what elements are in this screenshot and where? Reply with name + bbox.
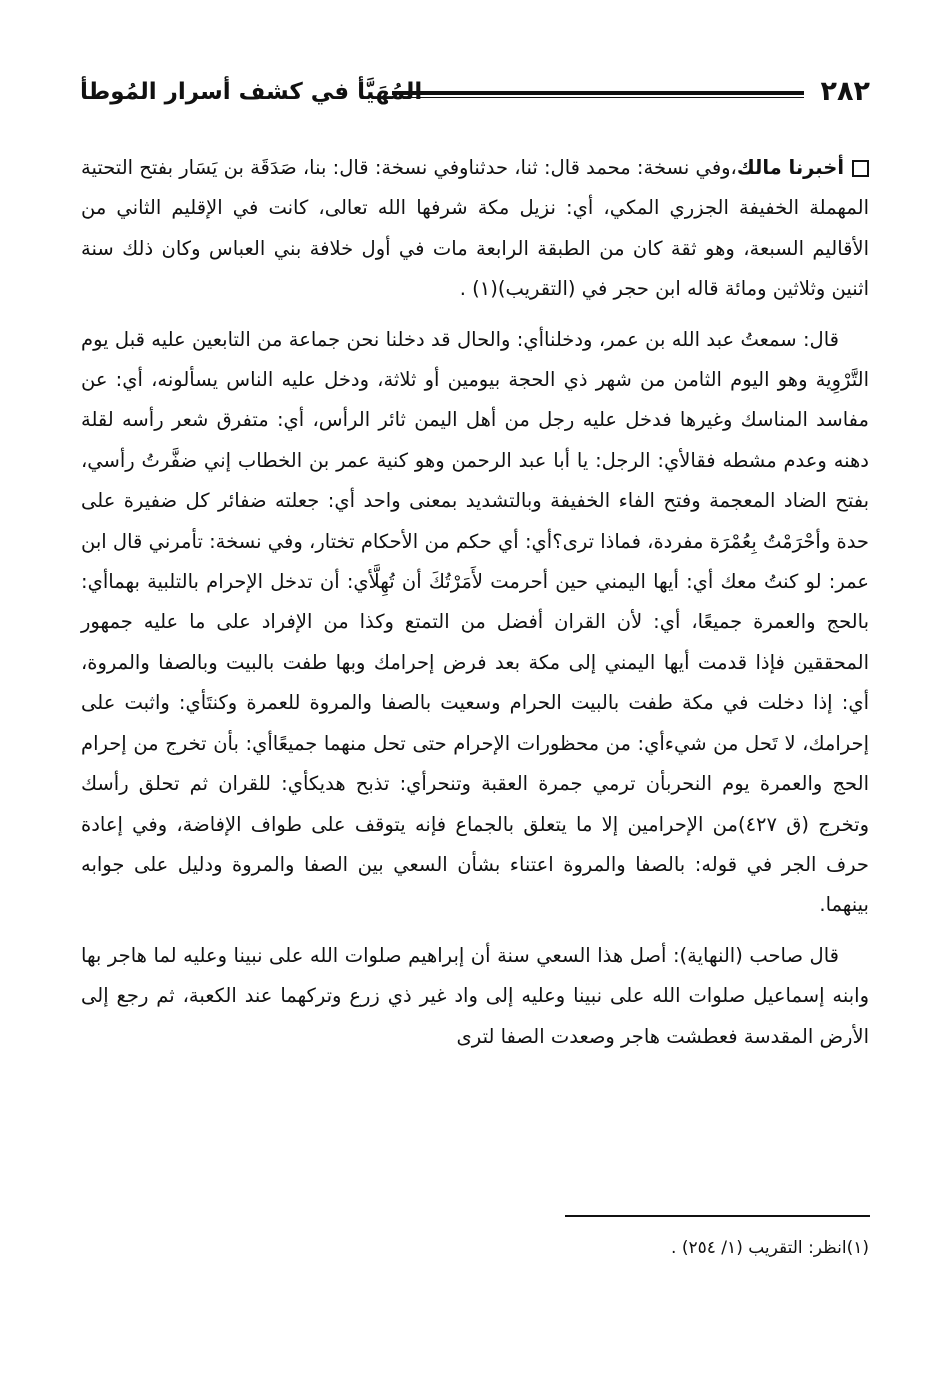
paragraph-3: قال صاحب (النهاية): أصل هذا السعي سنة أن إبراهيم صلوات الله على نبينا وعليه لما هاجر بها وابنه إسماعيل صلوات الله على نبينا وعليه إلى واد غير ذي زرع وتركهما عند الكعبة، ثم رجع إلى الأرض المقدسة فعطشت هاجر وصعدت الصفا لترى	[81, 943, 869, 1048]
page-header	[80, 74, 870, 114]
running-title: المُهَيَّأ في كشف أسرار المُوطأ	[80, 79, 423, 105]
paragraph-2: قال: سمعتُ عبد الله بن عمر، ودخلناأي: والحال قد دخلنا نحن جماعة من التابعين عليه قبل يوم التَّرْوِية وهو اليوم الثامن من شهر ذي الحجة بيومين أو ثلاثة، ودخل عليه الناس يسألونه، أي: عن مفاسد المناسك وغيرها فدخل عليه رجل من أهل اليمن ثائر الرأس، أي: متفرق شعر رأسه لقلة دهنه وعدم مشطه فقالأي: الرجل: يا أبا عبد الرحمن وهو كنية عمر بن الخطاب إني ضفَّرتُ رأسي، بفتح الضاد المعجمة وفتح الفاء الخفيفة وبالتشديد بمعنى واحد أي: جعلته ضفائر كل ضفيرة على حدة وأحْرَمْتُ بِعُمْرَة مفردة، فماذا ترى؟أي: أي حكم من الأحكام تختار، وفي نسخة: تأمرني قال ابن عمر: لو كنتُ معك أي: أيها اليمني حين أحرمت لأَمَرْتُكَ أن تُهِلَّأي: أن تدخل الإحرام بالتلبية بهماأي: بالحج والعمرة جميعًا، أي: لأن القران أفضل من التمتع وكذا من الإفراد على ما عليه جمهور المحققين فإذا قدمت أيها اليمني إلى مكة بعد فرض إحرامك وبها طفت بالبيت وبالصفا والمروة، أي: إذا دخلت في مكة طفت بالبيت الحرام وسعيت بالصفا والمروة للعمرة وكنتَأي: واثبت على إحرامك، لا تَحل من شيءأي: من محظورات الإحرام حتى تحل منهما جميعًاأي: بأن تخرج من إحرام الحج والعمرة يوم النحربأن ترمي جمرة العقبة وتنحرأي: تذبح هديكأي: للقران ثم تحلق رأسك وتخرج (ق ٤٢٧)من الإحرامين إلا ما يتعلق بالجماع فإنه يتوقف على طواف الإفاضة، وفي إعادة حرف الجر في قوله: بالصفا والمروة اعتناء بشأن السعي بين الصفا والمروة ودليل على جوابه بينهما.	[81, 327, 869, 917]
footnote-divider	[565, 1215, 870, 1217]
main-text	[81, 148, 869, 1067]
paragraph-1-text: ،وفي نسخة: محمد قال: ثنا، حدثناوفي نسخة: قال: بنا، صَدَقَة بن يَسَار بفتح التحتية المهملة الخفيفة الجزري المكي، أي: نزيل مكة شرفها الله تعالى، كانت في الإقليم الثاني من الأقاليم السبعة، وهو ثقة كان من الطبقة الرابعة مات في أول خلافة بني العباس وكان ذلك سنة اثنين وثلاثين ومائة قاله ابن حجر في (التقريب)(١) .	[81, 156, 869, 301]
checkbox-icon	[852, 160, 869, 177]
paragraph-lead: أخبرنا مالك	[736, 156, 845, 179]
header-rule	[392, 91, 804, 98]
footnote: (١)انظر: التقريب (١/ ٢٥٤) .	[671, 1238, 869, 1258]
page-number: ٢٨٢	[820, 76, 870, 107]
paragraph-1	[81, 148, 869, 310]
